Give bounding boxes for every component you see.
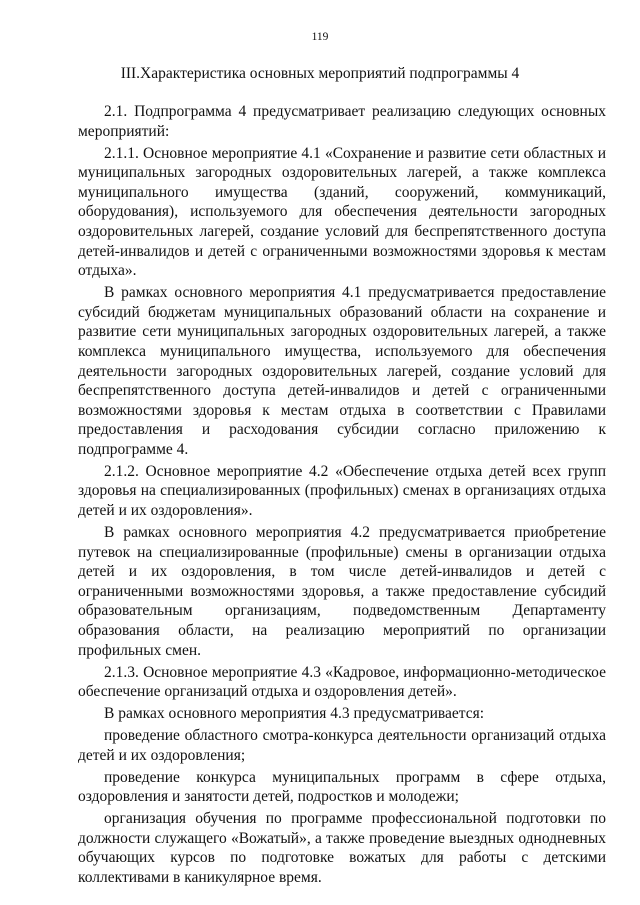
document-body xyxy=(78,102,606,890)
paragraph-4-1-details: В рамках основного мероприятия 4.1 предусматривается предоставление субсидий бюджетам муниципальных образований области на сохранение и развитие сети муниципальных загородных оздоровительных лагерей, а также комплекса муниципального имущества, используемого для обеспечения деятельности загородных оздоровительных лагерей, создание условий для беспрепятственного доступа детей-инвалидов и детей с ограниченными возможностями здоровья к местам отдыха в соответствии с Правилами предоставления и расходования субсидии согласно приложению к подпрограмме 4. xyxy=(78,284,606,458)
list-item-contest: проведение областного смотра-конкурса деятельности организаций отдыха детей и их оздоровления; xyxy=(78,727,606,764)
list-item-counselor-training: организация обучения по программе профессиональной подготовки по должности служащего «Вожатый», а также проведение выездных однодневных обучающих курсов по подготовке вожатых для работы с детскими коллективами в каникулярное время. xyxy=(78,810,606,887)
paragraph-2-1-1: 2.1.1. Основное мероприятие 4.1 «Сохранение и развитие сети областных и муниципальных загородных оздоровительных лагерей, а также комплекса муниципального имущества (зданий, сооружений, коммуникаций, оборудования), используемого для обеспечения деятельности загородных оздоровительных лагерей, создание условий для беспрепятственного доступа детей-инвалидов и детей с ограниченными возможностями здоровья к местам отдыха». xyxy=(78,144,606,280)
paragraph-2-1: 2.1. Подпрограмма 4 предусматривает реализацию следующих основных мероприятий: xyxy=(78,103,606,140)
paragraph-4-2-details: В рамках основного мероприятия 4.2 предусматривается приобретение путевок на специализированные (профильные) смены в организации отдыха детей и их оздоровления, в том числе детей-инвалидов и детей с ограниченными возможностями здоровья, а также предоставление субсидий образовательным организациям, подведомственным Департаменту образования области, на реализацию мероприятий по организации профильных смен. xyxy=(78,524,606,659)
section-heading: III.Характеристика основных мероприятий подпрограммы 4 xyxy=(120,65,520,82)
list-item-programs-contest: проведение конкурса муниципальных программ в сфере отдыха, оздоровления и занятости детей, подростков и молодежи; xyxy=(78,768,606,806)
page-number: 119 xyxy=(311,31,329,43)
paragraph-2-1-3: 2.1.3. Основное мероприятие 4.3 «Кадровое, информационно-методическое обеспечение организаций отдыха и оздоровления детей». xyxy=(78,663,606,701)
paragraph-2-1-2: 2.1.2. Основное мероприятие 4.2 «Обеспечение отдыха детей всех групп здоровья на специализированных (профильных) сменах в организациях отдыха детей и их оздоровления». xyxy=(78,462,606,520)
paragraph-4-3-intro: В рамках основного мероприятия 4.3 предусматривается: xyxy=(104,705,485,723)
